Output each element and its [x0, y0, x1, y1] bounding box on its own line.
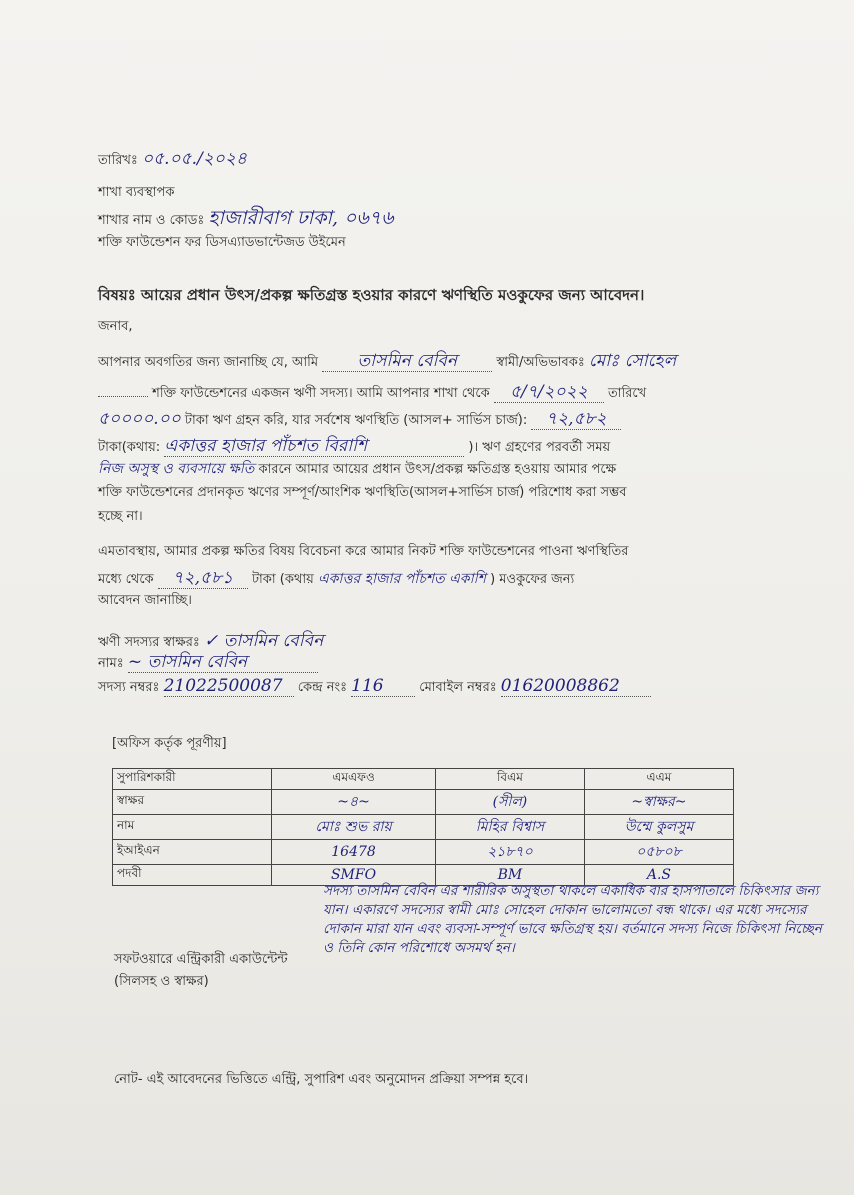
office-heading: [অফিস কর্তৃক পূরণীয়]	[112, 736, 227, 751]
borrower-name: ~ তাসমিন বেবিন	[128, 653, 318, 673]
outstanding-words: একাত্তর হাজার পাঁচশত বিরাশি	[164, 437, 464, 457]
applicant-name: তাসমিন বেবিন	[322, 352, 492, 372]
date-line	[98, 150, 247, 169]
borrower-name-line	[98, 653, 318, 673]
signature-label: ঋণী সদস্যর স্বাক্ষরঃ	[98, 635, 200, 650]
damage-cause: নিজ অসুস্থ ও ব্যবসায়ে ক্ষতি	[98, 461, 255, 477]
row-label: নাম	[113, 815, 272, 840]
salutation: জনাব,	[98, 319, 133, 334]
row-label: ইআইএন	[113, 840, 272, 865]
loan-date: ৫/৭/২০২২	[494, 383, 604, 403]
body1-line2	[98, 383, 646, 403]
outstanding-amount: ৭২,৫৮২	[531, 410, 621, 430]
center-label: কেন্দ্র নংঃ	[297, 680, 348, 695]
table-cell: মিহির বিশ্বাস	[436, 815, 585, 840]
body1-line7: হচ্ছে না।	[98, 509, 143, 524]
member-no-label: সদস্য নম্বরঃ	[98, 680, 160, 695]
loan-amount: ৫০০০০.০০	[98, 409, 181, 429]
table-cell: ২১৮৭০	[436, 840, 585, 865]
body1-text-d: তারিখে	[608, 386, 647, 401]
body2-line3: আবেদন জানাচ্ছি।	[98, 593, 192, 608]
name-label: নামঃ	[98, 656, 124, 671]
borrower-signature-line	[98, 632, 323, 651]
body1-text-g: )। ঋণ গ্রহণের পরবর্তী সময়	[468, 440, 611, 455]
body1-text-e: টাকা ঋণ গ্রহন করি, যার সর্বশেষ ঋণস্থিতি (আসল+ সার্ভিস চার্জ):	[184, 413, 528, 428]
table-cell: SMFO	[272, 865, 436, 886]
subject-line: বিষয়ঃ আয়ের প্রধান উৎস/প্রকল্প ক্ষতিগ্রস্ত হওয়ার কারণে ঋণস্থিতি মওকুফের জন্য আবেদন।	[98, 286, 645, 304]
organization-name: শক্তি ফাউন্ডেশন ফর ডিসএ্যাডভান্টেজড উইমেন	[98, 235, 346, 250]
table-cell: (সীল)	[436, 790, 585, 815]
body2-line2	[98, 569, 574, 589]
guardian-name: মোঃ সোহেল	[588, 351, 677, 371]
table-row	[113, 815, 734, 840]
body2-text-c: ) মওকুফের জন্য	[490, 572, 575, 587]
date-value: ০৫.০৫./২০২৪	[142, 149, 247, 169]
body1-line6: শক্তি ফাউন্ডেশনের প্রদানকৃত ঋণের সম্পূর্ণ/আংশিক ঋণস্থিতি(আসল+সার্ভিস চার্জ) পরিশোধ করা সম্ভব	[98, 485, 627, 500]
table-header: এমএফও	[272, 769, 436, 790]
body1-line5	[98, 462, 616, 477]
body1-line1	[98, 352, 676, 372]
center-no: 116	[351, 677, 415, 697]
waiver-words: একাত্তর হাজার পাঁচশত একাশি	[317, 571, 486, 587]
branch-line	[98, 208, 393, 229]
body2-text-b: টাকা (কথায়	[251, 572, 314, 587]
table-cell: উম্মে কুলসুম	[584, 815, 733, 840]
body1-line4	[98, 437, 610, 457]
branch-label: শাখার নাম ও কোডঃ	[98, 213, 205, 228]
table-cell: ~স্বাক্ষর~	[584, 790, 733, 815]
handwritten-remark: সদস্য তাসমিন বেবিন এর শারীরিক অসুস্থতা থাকলে একাধিক বার হাসপাতালে চিকিৎসার জন্য যান। একারণে সদস্যের স্বামী মোঃ সোহেল দোকান ভালোমতো বন্ধ থাকে। এর মধ্যে সদস্যের দোকান মারা যান এবং ব্যবসা-সম্পূর্ণ ভাবে ক্ষতিগ্রস্থ হয়। বর্তমানে সদস্য নিজে চিকিৎসা নিচ্ছেন ও তিনি কোন পরিশোধে অসমর্থ হন।	[323, 883, 822, 956]
body1-text-f: টাকা(কথায়:	[98, 440, 161, 455]
table-header: সুপারিশকারী	[113, 769, 272, 790]
row-label: স্বাক্ষর	[113, 790, 272, 815]
body1-text-a: আপনার অবগতির জন্য জানাচ্ছি যে, আমি	[98, 355, 319, 370]
member-info-line	[98, 677, 651, 697]
table-cell: BM	[436, 865, 585, 886]
software-accountant-label: সফটওয়ারে এন্ট্রিকারী একাউন্টেন্ট	[114, 952, 288, 967]
date-label: তারিখঃ	[98, 153, 138, 168]
row-label: পদবী	[113, 865, 272, 886]
addressee-title: শাখা ব্যবস্থাপক	[98, 185, 175, 200]
body1-line3	[98, 410, 621, 430]
body1-text-b: স্বামী/অভিভাবকঃ	[496, 355, 585, 370]
body1-text-h: কারনে আমার আয়ের প্রধান উৎস/প্রকল্প ক্ষতিগ্রস্ত হওয়ায় আমার পক্ষে	[258, 462, 617, 477]
footer-note: নোট- এই আবেদনের ভিত্তিতে এন্ট্রি, সুপারিশ এবং অনুমোদন প্রক্রিয়া সম্পন্ন হবে।	[114, 1072, 529, 1087]
recommendation-table	[112, 768, 734, 886]
waiver-amount: ৭২,৫৮১	[158, 569, 248, 589]
mobile-label: মোবাইল নম্বরঃ	[419, 680, 497, 695]
table-header-row	[113, 769, 734, 790]
body2-text-a: মধ্যে থেকে	[98, 572, 154, 587]
table-row	[113, 790, 734, 815]
dotted-fill	[98, 396, 148, 397]
table-cell: ~৪~	[272, 790, 436, 815]
table-cell: মোঃ শুভ রায়	[272, 815, 436, 840]
software-accountant-sublabel: (সিলসহ ও স্বাক্ষর)	[114, 974, 209, 989]
member-no: 21022500087	[164, 677, 294, 697]
mobile-no: 01620008862	[501, 677, 651, 697]
body1-text-c: শক্তি ফাউন্ডেশনের একজন ঋণী সদস্য। আমি আপনার শাখা থেকে	[152, 386, 490, 401]
table-cell: ০৫৮০৮	[584, 840, 733, 865]
body2-line1: এমতাবস্থায়, আমার প্রকল্প ক্ষতির বিষয় বিবেচনা করে আমার নিকট শক্তি ফাউন্ডেশনের পাওনা ঋণস্থিতির	[98, 544, 629, 559]
table-cell: 16478	[272, 840, 436, 865]
table-cell: A.S	[584, 865, 733, 886]
table-header: বিএম	[436, 769, 585, 790]
table-row	[113, 840, 734, 865]
branch-value: হাজারীবাগ ঢাকা, ০৬৭৬	[208, 207, 394, 229]
table-header: এএম	[584, 769, 733, 790]
borrower-signature: ✓ তাসমিন বেবিন	[203, 631, 324, 651]
